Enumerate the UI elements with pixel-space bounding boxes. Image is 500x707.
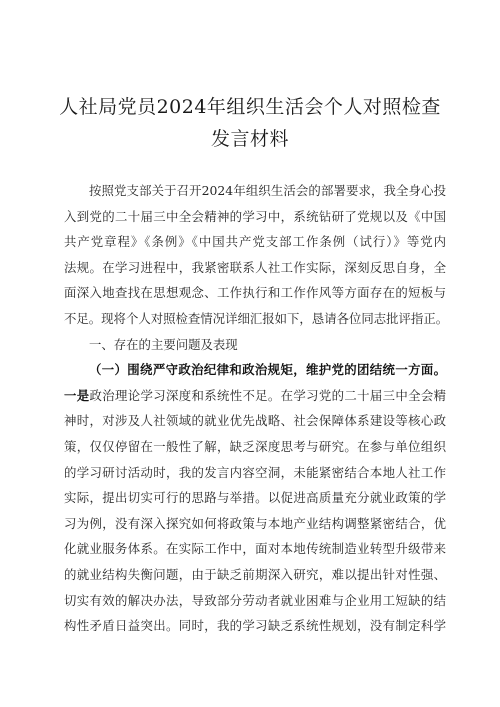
paragraph-line: 神时，对涉及人社领域的就业优先战略、社会保障体系建设等核心政: [64, 413, 446, 429]
document-body: [64, 178, 449, 639]
document-title-line-2: 发言材料: [210, 128, 289, 150]
intro-line: 不足。现将个人对照检查情况详细汇报如下，恳请各位同志批评指正。: [64, 310, 449, 326]
paragraph-line: 策，仅仅停留在一般性了解，缺乏深度思考与研究。在参与单位组织: [64, 438, 446, 454]
intro-line: 法规。在学习进程中，我紧密联系人社工作实际，深刻反思自身，全: [64, 259, 446, 275]
paragraph-lead: 一是: [64, 387, 90, 403]
section-heading: 一、存在的主要问题及表现: [89, 336, 238, 352]
paragraph-first-line: [64, 383, 446, 409]
intro-line: 按照党支部关于召开2024年组织生活会的部署要求，我全身心投: [89, 183, 446, 198]
intro-line: 面深入地查找在思想观念、工作执行和工作作风等方面存在的短板与: [64, 285, 446, 301]
paragraph-line: 切实有效的解决办法，导致部分劳动者就业困难与企业用工短缺的结: [64, 592, 446, 608]
paragraph-line: 的学习研讨活动时，我的发言内容空洞，未能紧密结合本地人社工作: [64, 464, 446, 480]
intro-line: 入到党的二十届三中全会精神的学习中，系统钻研了党规以及《中国: [64, 208, 446, 224]
paragraph-line: 实际，提出切实可行的思路与举措。以促进高质量充分就业政策的学: [64, 490, 446, 506]
paragraph-line: 化就业服务体系。在实际工作中，面对本地传统制造业转型升级带来: [64, 541, 446, 557]
intro-line: 共产党章程》《条例》《中国共产党支部工作条例（试行）》等党内: [64, 234, 446, 250]
paragraph-line: 习为例，没有深入探究如何将政策与本地产业结构调整紧密结合，优: [64, 515, 446, 531]
paragraph-first-line-text: 政治理论学习深度和系统性不足。在学习党的二十届三中全会精: [89, 387, 447, 403]
paragraph-line: 构性矛盾日益突出。同时，我的学习缺乏系统性规划，没有制定科学: [64, 618, 446, 634]
document-title-line-1: 人社局党员2024年组织生活会个人对照检查: [59, 96, 441, 118]
paragraph-line: 的就业结构失衡问题，由于缺乏前期深入研究，难以提出针对性强、: [64, 566, 446, 582]
subsection-heading: （一）围绕严守政治纪律和政治规矩，维护党的团结统一方面。: [89, 362, 446, 378]
